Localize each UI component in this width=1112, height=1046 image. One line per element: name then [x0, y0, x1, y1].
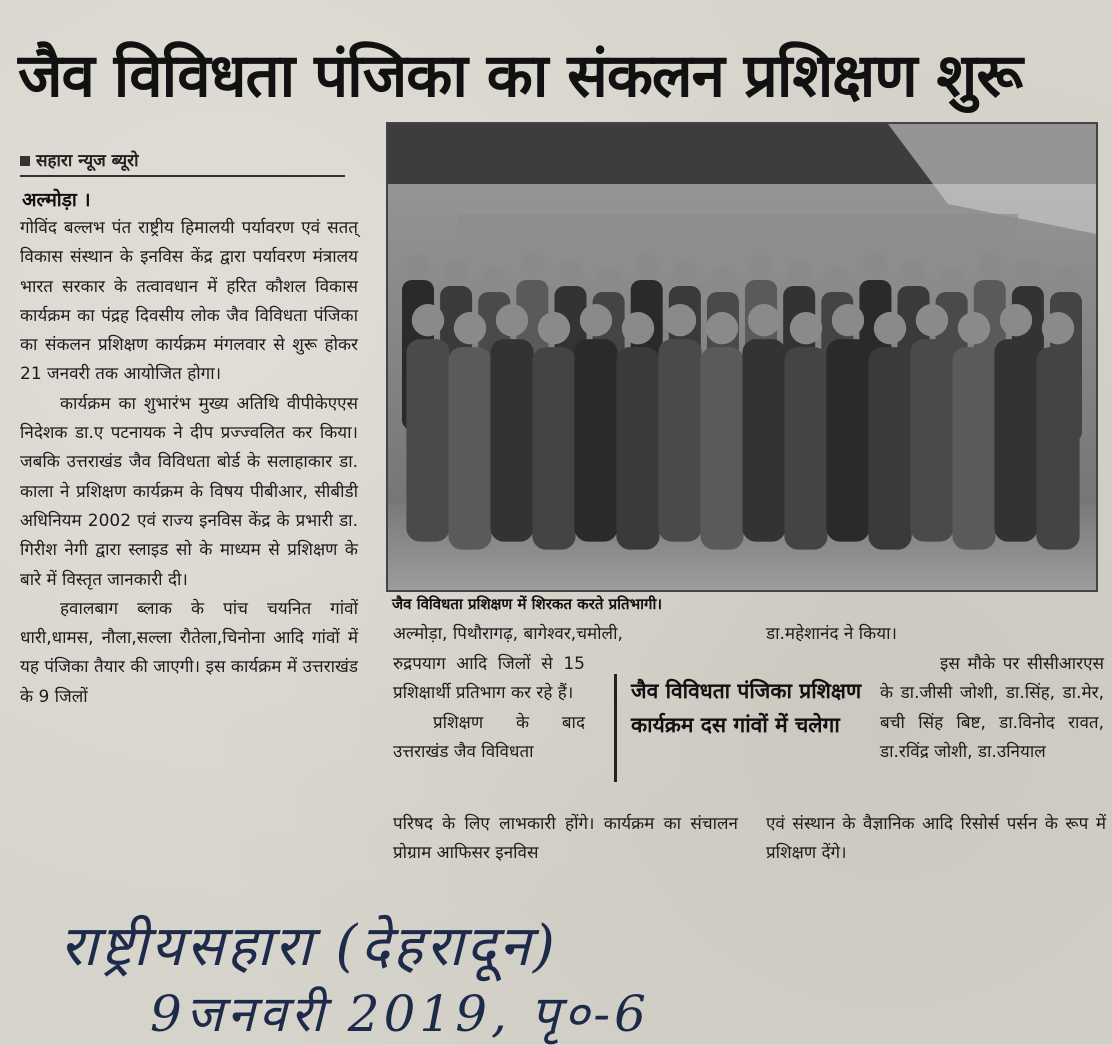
handwritten-source-note: राष्ट्रीयसहारा (देहरादून)	[60, 914, 558, 979]
paragraph: परिषद के लिए लाभकारी होंगे। कार्यक्रम का संचालन प्रोग्राम आफिसर इनविस	[393, 814, 738, 864]
bullet-square-icon	[20, 156, 30, 166]
article-column-3-bottom	[766, 810, 1106, 869]
headline: जैव विविधता पंजिका का संकलन प्रशिक्षण शुरू	[18, 41, 1022, 111]
article-column-2-bottom	[393, 810, 738, 869]
article-column-2	[393, 650, 585, 767]
pull-quote: जैव विविधता पंजिका प्रशिक्षण कार्यक्रम दस गांवों में चलेगा	[614, 674, 881, 782]
paragraph: कार्यक्रम का शुभारंभ मुख्य अतिथि वीपीकेएएस निदेशक डा.ए पटनायक ने दीप प्रज्ज्वलित कर किया। जबकि उत्तराखंड जैव विविधता बोर्ड के सलाहाकार डा. काला ने प्रशिक्षण कार्यक्रम के विषय पीबीआर, सीबीडी अधिनियम 2002 एवं राज्य इनविस केंद्र के प्रभारी डा. गिरीश नेगी द्वारा स्लाइड सो के माध्यम से प्रशिक्षण के बारे में विस्तृत जानकारी दी।	[20, 393, 358, 590]
paragraph: इस मौके पर सीसीआरएस के डा.जीसी जोशी, डा.सिंह, डा.मेर, बची सिंह बिष्ट, डा.विनोद रावत, डा.रविंद्र जोशी, डा.उनियाल	[880, 654, 1104, 762]
paragraph: एवं संस्थान के वैज्ञानिक आदि रिसोर्स पर्सन के रूप में प्रशिक्षण देंगे।	[766, 814, 1106, 864]
article-column-3	[880, 650, 1104, 767]
article-column-2-top	[393, 620, 738, 649]
paragraph: गोविंद बल्लभ पंत राष्ट्रीय हिमालयी पर्यावरण एवं सतत् विकास संस्थान के इनविस केंद्र द्वारा पर्यावरण मंत्रालय भारत सरकार के तत्वावधान में हरित कौशल विकास कार्यक्रम का पंद्रह दिवसीय लोक जैव विविधता पंजिका का संकलन प्रशिक्षण कार्यक्रम मंगलवार से शुरू होकर 21 जनवरी तक आयोजित होगा।	[20, 218, 358, 385]
byline	[20, 148, 345, 177]
text-line: अल्मोड़ा, पिथौरागढ़, बागेश्वर,चमोली,	[393, 624, 623, 644]
text-line: डा.महेशानंद ने किया।	[766, 624, 897, 644]
photo-caption: जैव विविधता प्रशिक्षण में शिरकत करते प्रतिभागी।	[392, 595, 663, 613]
paragraph: रुद्रपयाग आदि जिलों से 15 प्रशिक्षार्थी प्रतिभाग कर रहे हैं।	[393, 654, 585, 704]
dateline: अल्मोड़ा ।	[22, 189, 91, 211]
article-column-1	[20, 214, 358, 712]
paragraph: प्रशिक्षण के बाद उत्तराखंड जैव विविधता	[393, 712, 585, 762]
group-photo	[386, 122, 1098, 592]
handwritten-date-note: 9जनवरी 2019, पृ०-6	[150, 985, 650, 1043]
byline-text: सहारा न्यूज ब्यूरो	[36, 151, 139, 171]
article-column-3-top	[766, 620, 1106, 649]
group-photo-image	[388, 124, 1096, 590]
paragraph: हवालबाग ब्लाक के पांच चयनित गांवों धारी,धामस, नौला,सल्ला रौतेला,चिनोना आदि गांवों में यह पंजिका तैयार की जाएगी। इस कार्यक्रम में उत्तराखंड के 9 जिलों	[20, 598, 358, 707]
